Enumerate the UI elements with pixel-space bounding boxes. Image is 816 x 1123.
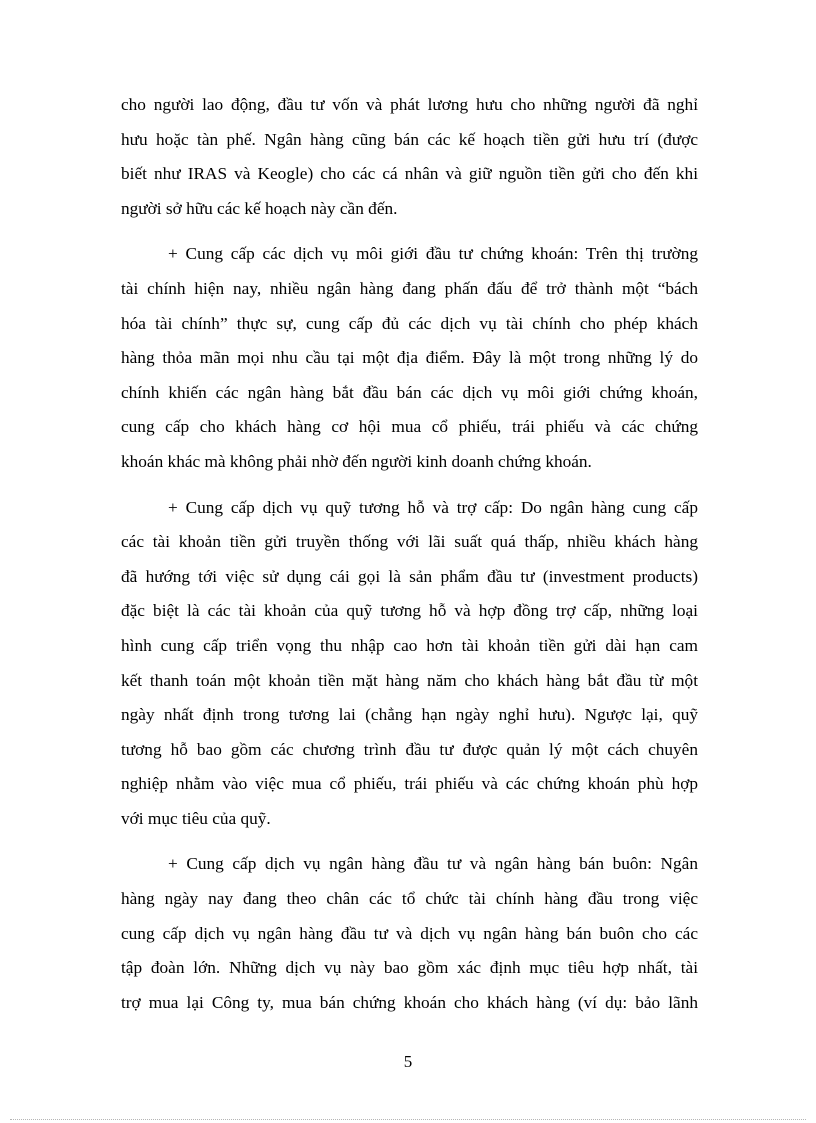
text-line: cung cấp dịch vụ ngân hàng đầu tư và dịch vụ ngân hàng bán buôn cho các — [121, 923, 698, 943]
text-line: người sở hữu các kế hoạch này cần đến. — [121, 198, 398, 218]
text-line: hóa tài chính” thực sự, cung cấp đủ các dịch vụ tài chính cho phép khách — [121, 313, 698, 333]
text-line: chính khiến các ngân hàng bắt đầu bán các dịch vụ môi giới chứng khoán, — [121, 382, 698, 402]
document-body — [121, 88, 698, 1031]
text-line: cho người lao động, đầu tư vốn và phát lương hưu cho những người đã nghỉ — [121, 95, 698, 114]
text-line: + Cung cấp các dịch vụ môi giới đầu tư chứng khoán: Trên thị trường — [168, 244, 698, 264]
text-line: cung cấp cho khách hàng cơ hội mua cổ phiếu, trái phiếu và các chứng — [121, 417, 698, 437]
text-line: tài chính hiện nay, nhiều ngân hàng đang phấn đấu để trở thành một “bách — [121, 278, 698, 298]
text-line: + Cung cấp dịch vụ quỹ tương hỗ và trợ cấp: Do ngân hàng cung cấp — [168, 497, 698, 517]
text-line: khoán khác mà không phải nhờ đến người kinh doanh chứng khoán. — [121, 451, 592, 471]
paragraph-mutual-fund-services — [121, 491, 698, 837]
paragraph-pension-services — [121, 88, 698, 226]
text-line: tương hỗ bao gồm các chương trình đầu tư được quản lý một cách chuyên — [121, 739, 698, 759]
text-line: các tài khoản tiền gửi truyền thống với lãi suất quá thấp, nhiều khách hàng — [121, 532, 698, 552]
text-line: biết như IRAS và Keogle) cho các cá nhân và giữ nguồn tiền gửi cho đến khi — [121, 164, 698, 184]
text-line: + Cung cấp dịch vụ ngân hàng đầu tư và ngân hàng bán buôn: Ngân — [168, 854, 698, 874]
page-number: 5 — [403, 1052, 413, 1071]
text-line: hàng thỏa mãn mọi nhu cầu tại một địa điểm. Đây là một trong những lý do — [121, 348, 698, 368]
text-line: trợ mua lại Công ty, mua bán chứng khoán cho khách hàng (ví dụ: bảo lãnh — [121, 992, 698, 1012]
text-line: đã hướng tới việc sử dụng cái gọi là sản phẩm đầu tư (investment products) — [121, 566, 698, 586]
text-line: đặc biệt là các tài khoản của quỹ tương hỗ và hợp đồng trợ cấp, những loại — [121, 601, 698, 621]
text-line: hàng ngày nay đang theo chân các tổ chức tài chính hàng đầu trong việc — [121, 889, 698, 909]
text-line: ngày nhất định trong tương lai (chẳng hạn ngày nghỉ hưu). Ngược lại, quỹ — [121, 705, 698, 725]
paragraph-brokerage-services — [121, 237, 698, 479]
text-line: tập đoàn lớn. Những dịch vụ này bao gồm xác định mục tiêu hợp nhất, tài — [121, 958, 698, 978]
text-line: hình cung cấp triển vọng thu nhập cao hơn tài khoản tiền gửi dài hạn cam — [121, 635, 698, 655]
page-bottom-border — [10, 1119, 806, 1120]
text-line: kết thanh toán một khoản tiền mặt hàng năm cho khách hàng bắt đầu từ một — [121, 670, 698, 690]
text-line: hưu hoặc tàn phế. Ngân hàng cũng bán các kế hoạch tiền gửi hưu trí (được — [121, 129, 698, 149]
text-line: với mục tiêu của quỹ. — [121, 808, 271, 828]
paragraph-investment-banking-services — [121, 847, 698, 1020]
text-line: nghiệp nhằm vào việc mua cổ phiếu, trái phiếu và các chứng khoán phù hợp — [121, 774, 698, 794]
